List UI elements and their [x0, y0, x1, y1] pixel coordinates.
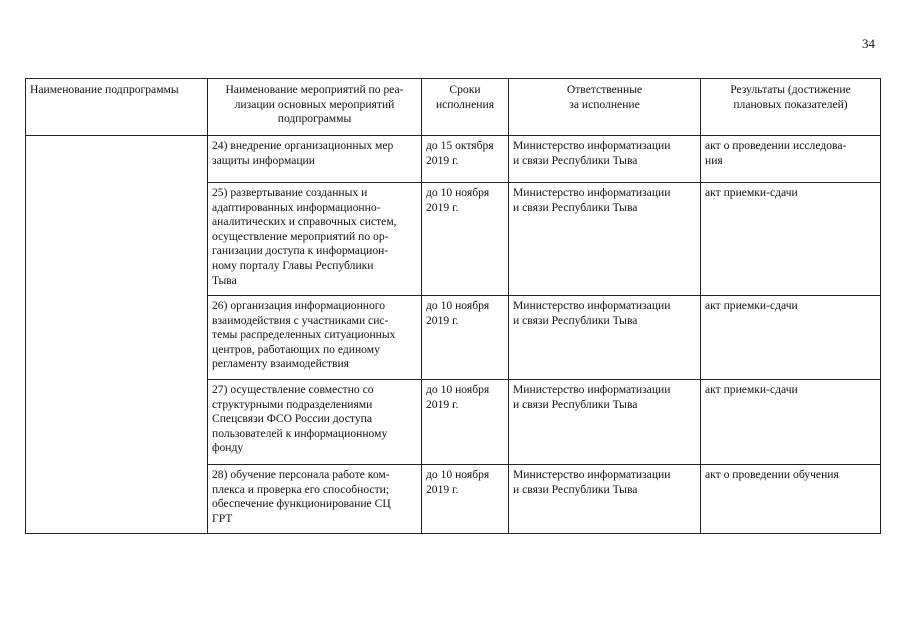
responsible-text: Министерство информатизации и связи Республики Тыва — [513, 139, 671, 167]
responsible-cell — [509, 465, 701, 534]
activity-cell — [208, 183, 422, 296]
activity-text: 28) обучение персонала работе ком- плекса и проверка его способности; обеспечение функционирование СЦ ГРТ — [212, 468, 391, 525]
header-responsible-text: Ответственные за исполнение — [566, 83, 643, 111]
header-subprogram-name-text: Наименование подпрограммы — [30, 83, 179, 96]
deadline-cell — [422, 380, 509, 465]
result-cell — [701, 296, 881, 380]
activity-cell — [208, 296, 422, 380]
responsible-cell — [509, 136, 701, 183]
result-cell — [701, 136, 881, 183]
header-activity-name — [208, 79, 422, 136]
activity-text: 27) осуществление совместно со структурными подразделениями Спецсвязи ФСО России доступа пользователей к информационному фонду — [212, 383, 388, 455]
responsible-text: Министерство информатизации и связи Республики Тыва — [513, 383, 671, 411]
activity-cell — [208, 136, 422, 183]
deadline-text: до 10 ноября 2019 г. — [426, 186, 490, 214]
deadline-cell — [422, 296, 509, 380]
responsible-cell — [509, 380, 701, 465]
deadline-cell — [422, 465, 509, 534]
header-results — [701, 79, 881, 136]
deadline-text: до 10 ноября 2019 г. — [426, 468, 490, 496]
result-text: акт приемки-сдачи — [705, 299, 798, 312]
activity-text: 24) внедрение организационных мер защиты информации — [212, 139, 394, 167]
table-row — [26, 136, 881, 183]
table-header-row — [26, 79, 881, 136]
deadline-text: до 10 ноября 2019 г. — [426, 299, 490, 327]
responsible-text: Министерство информатизации и связи Республики Тыва — [513, 468, 671, 496]
result-text: акт о проведении исследова- ния — [705, 139, 847, 167]
subprogram-cell — [26, 136, 208, 534]
deadline-cell — [422, 136, 509, 183]
responsible-text: Министерство информатизации и связи Республики Тыва — [513, 299, 671, 327]
result-cell — [701, 465, 881, 534]
responsible-cell — [509, 183, 701, 296]
result-cell — [701, 183, 881, 296]
deadline-text: до 10 ноября 2019 г. — [426, 383, 490, 411]
result-text: акт приемки-сдачи — [705, 186, 798, 199]
header-deadline-text: Сроки исполнения — [435, 83, 495, 111]
deadline-cell — [422, 183, 509, 296]
responsible-text: Министерство информатизации и связи Республики Тыва — [513, 186, 671, 214]
result-cell — [701, 380, 881, 465]
result-text: акт приемки-сдачи — [705, 383, 798, 396]
result-text: акт о проведении обучения — [705, 468, 839, 481]
activity-text: 26) организация информационного взаимодействия с участниками сис- темы распределенных ситуационных центров, работающих по единому регламенту взаимодействия — [212, 299, 396, 371]
deadline-text: до 15 октября 2019 г. — [426, 139, 494, 167]
header-results-text: Результаты (достижение плановых показателей) — [730, 83, 851, 111]
header-deadline — [422, 79, 509, 136]
activity-cell — [208, 465, 422, 534]
header-subprogram-name — [26, 79, 208, 136]
header-responsible — [509, 79, 701, 136]
activity-text: 25) развертывание созданных и адаптированных информационно- аналитических и справочных систем, осуществление мероприятий по ор- ганизации доступа к информацион- ному порталу Главы Республики Тыва — [212, 186, 397, 287]
activity-cell — [208, 380, 422, 465]
page-number: 34 — [862, 36, 875, 51]
responsible-cell — [509, 296, 701, 380]
header-activity-name-text: Наименование мероприятий по реа- лизации основных мероприятий подпрограммы — [225, 83, 404, 126]
subprogram-activities-table — [25, 78, 881, 534]
